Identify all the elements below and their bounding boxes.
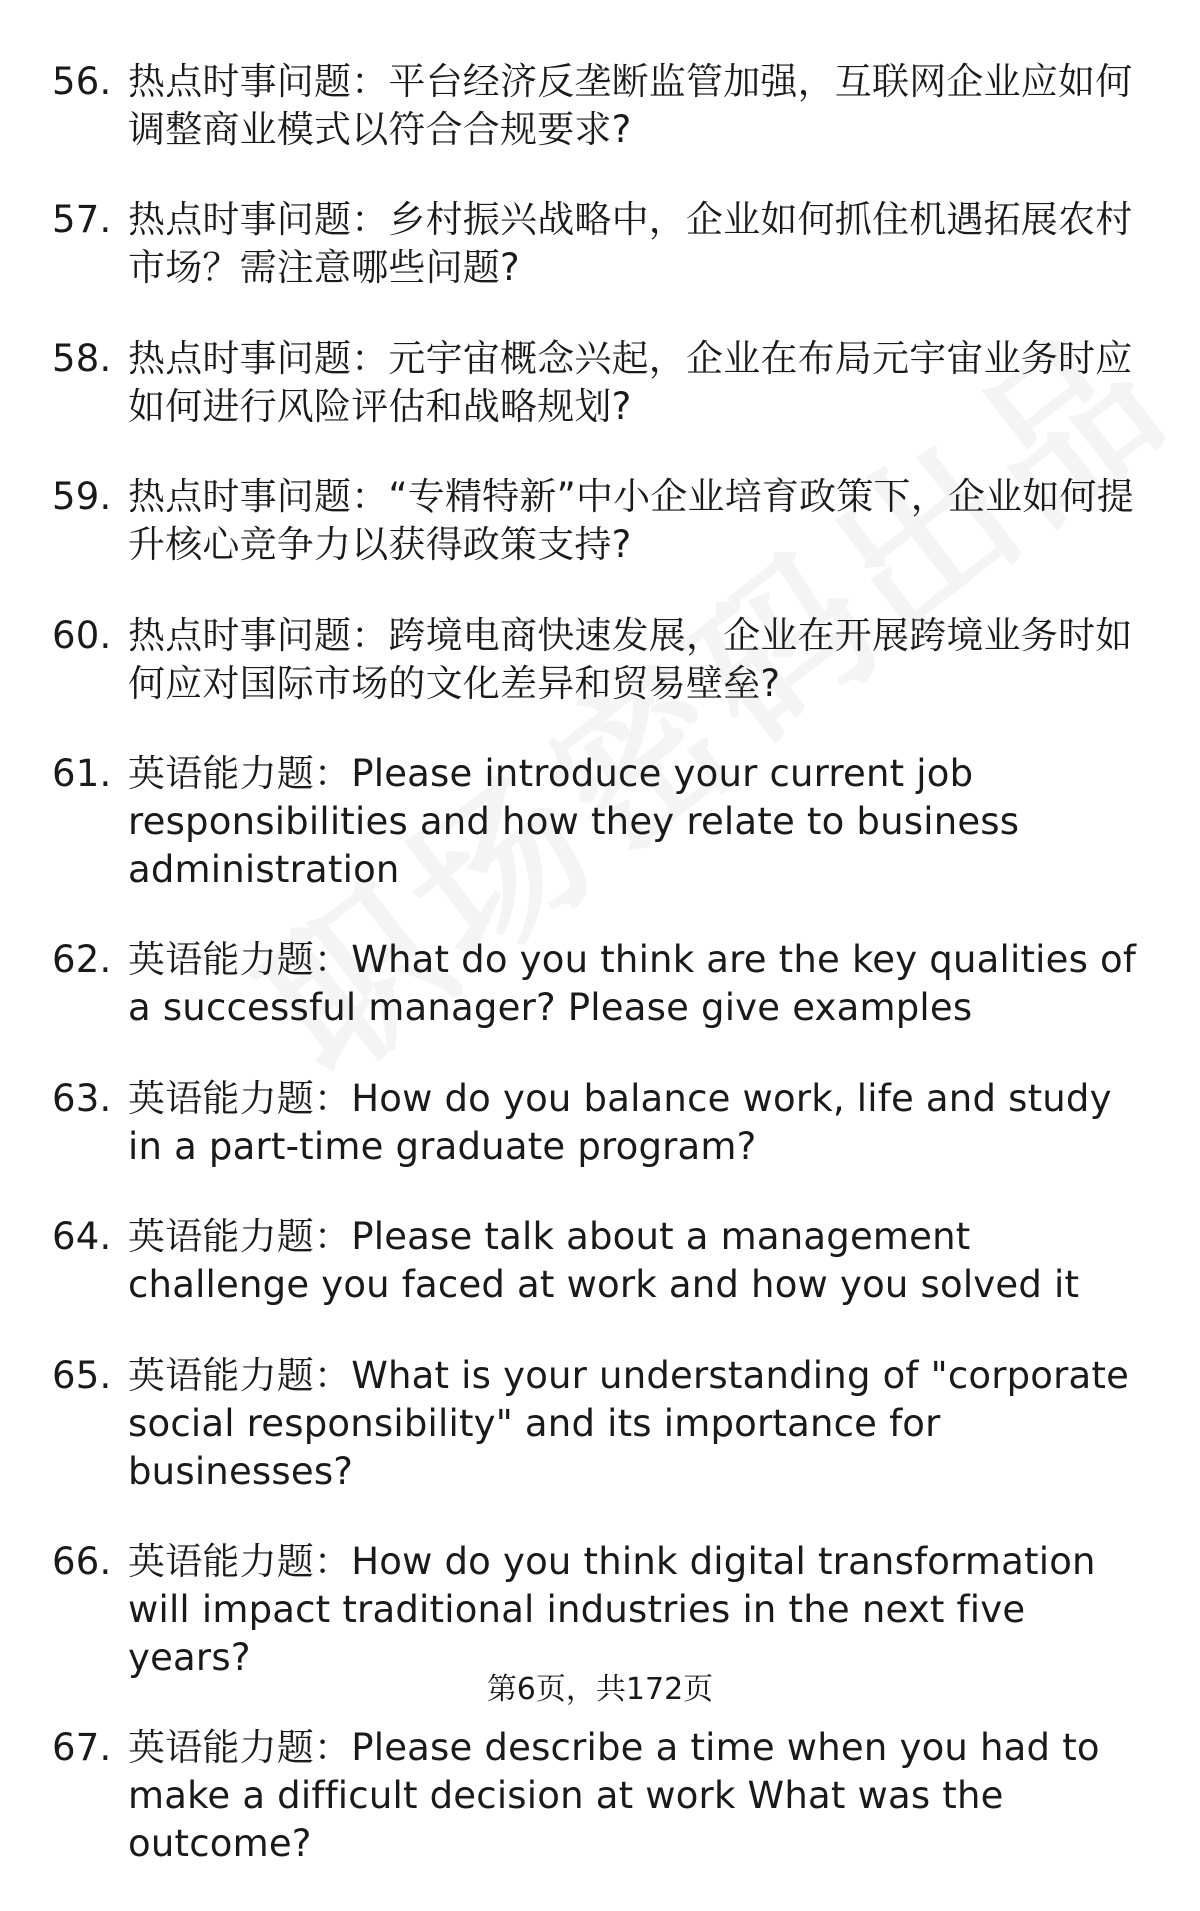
question-category: 英语能力题：: [128, 1353, 352, 1397]
question-number: 58.: [52, 336, 112, 380]
question-number: 57.: [52, 198, 112, 242]
question-category: 热点时事问题：: [128, 613, 389, 657]
question-category: 热点时事问题：: [128, 475, 389, 519]
question-text: Please talk about a management challenge you faced at work and how you solved it: [128, 1215, 1080, 1307]
question-number: 64.: [52, 1215, 112, 1259]
question-item: [52, 1352, 1152, 1496]
question-category: 热点时事问题：: [128, 198, 389, 242]
question-body: [128, 1352, 1152, 1496]
question-category: 热点时事问题：: [128, 60, 389, 103]
question-text: “专精特新”中小企业培育政策下，企业如何提升核心竞争力以获得政策支持?: [128, 475, 1134, 567]
question-item: [52, 196, 1152, 292]
question-text: How do you think digital transformation will impact traditional industries in the next five years?: [128, 1539, 1096, 1679]
question-number: 56.: [52, 60, 112, 103]
question-number: 63.: [52, 1076, 112, 1120]
question-number: 61.: [52, 751, 112, 795]
question-text: 元宇宙概念兴起，企业在布局元宇宙业务时应如何进行风险评估和战略规划?: [128, 336, 1133, 428]
question-item: [52, 1724, 1152, 1868]
question-item: [52, 612, 1152, 708]
question-text: How do you balance work, life and study in a part-time graduate program?: [128, 1076, 1112, 1168]
question-text: 平台经济反垄断监管加强，互联网企业应如何调整商业模式以符合合规要求?: [128, 60, 1133, 151]
question-category: 热点时事问题：: [128, 336, 389, 380]
question-number: 66.: [52, 1539, 112, 1583]
question-text: What do you think are the key qualities of a successful manager? Please give examples: [128, 938, 1137, 1030]
question-item: [52, 58, 1152, 154]
question-item: [52, 335, 1152, 431]
question-category: 英语能力题：: [128, 1726, 352, 1770]
question-category: 英语能力题：: [128, 1215, 352, 1259]
question-item: [52, 1213, 1152, 1309]
question-text: What is your understanding of "corporate social responsibility" and its importance for businesses?: [128, 1353, 1130, 1493]
question-category: 英语能力题：: [128, 751, 352, 795]
page-footer: [0, 1670, 1200, 1710]
question-item: [52, 473, 1152, 569]
question-body: [128, 1538, 1152, 1682]
question-item: [52, 750, 1152, 894]
question-text: Please introduce your current job responsibilities and how they relate to business administration: [128, 751, 1020, 891]
question-number: 67.: [52, 1726, 112, 1770]
question-text: 乡村振兴战略中，企业如何抓住机遇拓展农村市场？需注意哪些问题?: [128, 198, 1133, 290]
question-body: [128, 335, 1152, 431]
question-number: 59.: [52, 475, 112, 519]
question-number: 62.: [52, 938, 112, 982]
question-body: [128, 1724, 1152, 1868]
question-category: 英语能力题：: [128, 938, 352, 982]
question-category: 英语能力题：: [128, 1076, 352, 1120]
question-number: 65.: [52, 1353, 112, 1397]
page-number-label: 第6页，共172页: [486, 1672, 714, 1707]
question-text: Please describe a time when you had to make a difficult decision at work What was the outcome?: [128, 1726, 1100, 1866]
question-body: [128, 1213, 1152, 1309]
question-category: 英语能力题：: [128, 1539, 352, 1583]
question-item: [52, 1075, 1152, 1171]
question-body: [128, 473, 1152, 569]
question-body: [128, 1075, 1152, 1171]
question-body: [128, 750, 1152, 894]
question-text: 跨境电商快速发展，企业在开展跨境业务时如何应对国际市场的文化差异和贸易壁垒?: [128, 613, 1133, 705]
question-item: [52, 936, 1152, 1032]
question-body: [128, 58, 1152, 154]
question-body: [128, 196, 1152, 292]
question-body: [128, 612, 1152, 708]
question-item: [52, 1538, 1152, 1682]
question-number: 60.: [52, 613, 112, 657]
question-body: [128, 936, 1152, 1032]
question-list: [52, 58, 1152, 1911]
